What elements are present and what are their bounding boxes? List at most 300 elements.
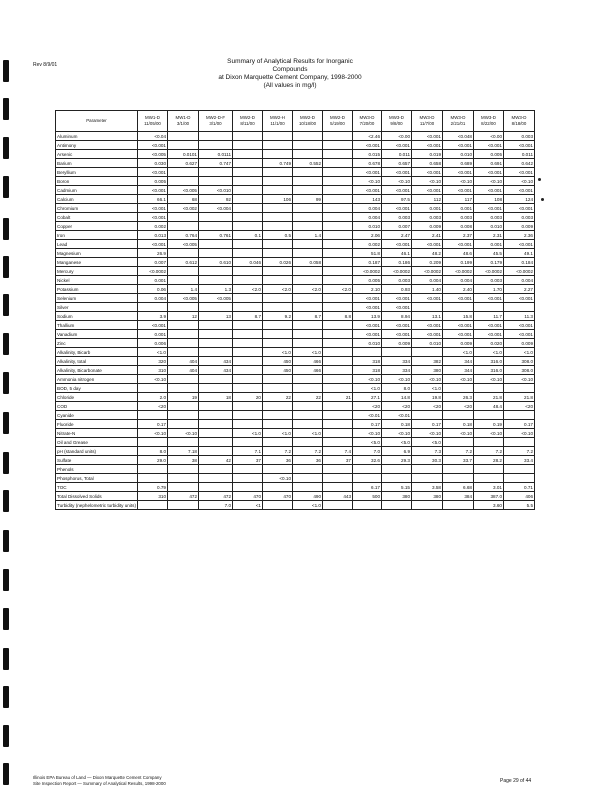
result-value-cell: 45.5: [474, 249, 504, 258]
punch-hole-mark: [3, 452, 9, 474]
result-value-cell: 308.0: [504, 357, 535, 366]
result-value-cell: 26.3: [443, 393, 474, 402]
result-value-cell: 0.004: [443, 276, 474, 285]
result-value-cell: 2.47: [382, 231, 412, 240]
table-row: [56, 285, 535, 294]
result-value-cell: [233, 420, 263, 429]
result-value-cell: [233, 294, 263, 303]
result-value-cell: <0.10: [504, 429, 535, 438]
result-value-cell: <20: [138, 402, 168, 411]
result-value-cell: 3.9: [138, 312, 168, 321]
result-value-cell: 0.610: [199, 258, 233, 267]
result-value-cell: <0.001: [474, 204, 504, 213]
result-value-cell: [233, 402, 263, 411]
result-value-cell: <0.001: [353, 303, 382, 312]
result-value-cell: [263, 276, 293, 285]
result-value-cell: <0.001: [474, 321, 504, 330]
result-value-cell: 2.06: [353, 231, 382, 240]
result-value-cell: 0.691: [474, 159, 504, 168]
table-row: [56, 258, 535, 267]
result-value-cell: 22: [293, 393, 323, 402]
result-value-cell: [293, 213, 323, 222]
result-value-cell: [199, 330, 233, 339]
result-value-cell: [293, 150, 323, 159]
result-value-cell: [233, 186, 263, 195]
result-value-cell: 51.8: [353, 249, 382, 258]
result-value-cell: [443, 465, 474, 474]
result-value-cell: [233, 195, 263, 204]
result-value-cell: [412, 501, 443, 510]
column-header-sample: MW2-D 10/18/00: [293, 111, 323, 132]
parameter-name-cell: Lead: [56, 240, 138, 249]
result-value-cell: [199, 438, 233, 447]
result-value-cell: 3.58: [412, 483, 443, 492]
result-value-cell: 0.1: [233, 231, 263, 240]
result-value-cell: 6.17: [353, 483, 382, 492]
parameter-name-cell: TOC: [56, 483, 138, 492]
result-value-cell: 0.010: [412, 339, 443, 348]
results-table: [55, 110, 535, 510]
result-value-cell: [293, 303, 323, 312]
result-value-cell: 2.10: [353, 285, 382, 294]
parameter-name-cell: Oil and Grease: [56, 438, 138, 447]
result-value-cell: 2.37: [443, 231, 474, 240]
result-value-cell: 5.5: [504, 501, 535, 510]
result-value-cell: 22: [263, 393, 293, 402]
result-value-cell: <0.01: [353, 411, 382, 420]
result-value-cell: 66.1: [138, 195, 168, 204]
result-value-cell: <0.005: [138, 150, 168, 159]
table-row: [56, 240, 535, 249]
column-header-sample: MW2-D 8/11/00: [233, 111, 263, 132]
column-header-sample: MW3-D 2/21/01: [443, 111, 474, 132]
parameter-name-cell: Total Dissolved Solids: [56, 492, 138, 501]
result-value-cell: 48.4: [474, 402, 504, 411]
document-revision-id: Rev 8/9/01: [33, 62, 58, 68]
result-value-cell: 7.2: [504, 447, 535, 456]
result-value-cell: [323, 267, 353, 276]
punch-hole-mark: [3, 60, 9, 82]
result-value-cell: [168, 420, 199, 429]
result-value-cell: 0.004: [353, 204, 382, 213]
result-value-cell: 0.747: [199, 159, 233, 168]
parameter-name-cell: Copper: [56, 222, 138, 231]
result-value-cell: 0.06: [138, 285, 168, 294]
result-value-cell: [323, 294, 353, 303]
result-value-cell: 21.8: [504, 393, 535, 402]
result-value-cell: [382, 501, 412, 510]
result-value-cell: [293, 411, 323, 420]
result-value-cell: 0.749: [263, 159, 293, 168]
result-value-cell: <2.0: [293, 285, 323, 294]
result-value-cell: [412, 465, 443, 474]
result-value-cell: 450: [263, 366, 293, 375]
table-row: [56, 420, 535, 429]
table-row: [56, 168, 535, 177]
result-value-cell: 0.020: [474, 339, 504, 348]
punch-hole-mark: [3, 218, 9, 240]
result-value-cell: 0.011: [504, 150, 535, 159]
page-number: Page 29 of 44: [500, 778, 532, 784]
result-value-cell: 0.004: [138, 294, 168, 303]
result-value-cell: 8.94: [382, 312, 412, 321]
result-value-cell: <1.0: [293, 429, 323, 438]
result-value-cell: 1.4: [293, 231, 323, 240]
punch-hole-mark: [3, 294, 9, 316]
result-value-cell: [168, 168, 199, 177]
result-value-cell: 0.184: [504, 258, 535, 267]
punch-hole-mark: [3, 372, 9, 394]
result-value-cell: <20: [412, 402, 443, 411]
result-value-cell: [353, 501, 382, 510]
result-value-cell: [263, 132, 293, 141]
parameter-name-cell: Cobalt: [56, 213, 138, 222]
result-value-cell: [474, 465, 504, 474]
result-value-cell: <5.0: [412, 438, 443, 447]
result-value-cell: <0.10: [382, 177, 412, 186]
parameter-name-cell: Sulfate: [56, 456, 138, 465]
result-value-cell: [168, 375, 199, 384]
result-value-cell: 434: [199, 357, 233, 366]
result-value-cell: <0.002: [168, 204, 199, 213]
result-value-cell: 0.004: [353, 213, 382, 222]
result-value-cell: [263, 501, 293, 510]
result-value-cell: 1.3: [199, 285, 233, 294]
result-value-cell: [168, 132, 199, 141]
parameter-name-cell: Calcium: [56, 195, 138, 204]
result-value-cell: [323, 177, 353, 186]
result-value-cell: [474, 303, 504, 312]
result-value-cell: <0.10: [474, 375, 504, 384]
result-value-cell: 21.8: [474, 393, 504, 402]
result-value-cell: 0.17: [353, 420, 382, 429]
result-value-cell: 0.186: [382, 258, 412, 267]
result-value-cell: 0.003: [504, 132, 535, 141]
result-value-cell: 36: [263, 456, 293, 465]
result-value-cell: 0.007: [382, 222, 412, 231]
result-value-cell: [233, 267, 263, 276]
result-value-cell: <0.001: [504, 240, 535, 249]
result-value-cell: [199, 213, 233, 222]
result-value-cell: [263, 375, 293, 384]
result-value-cell: [382, 474, 412, 483]
result-value-cell: <20: [443, 402, 474, 411]
result-value-cell: <0.0002: [353, 267, 382, 276]
result-value-cell: [443, 474, 474, 483]
result-value-cell: <0.001: [353, 321, 382, 330]
column-header-sample: MW1-D 3/1/00: [168, 111, 199, 132]
result-value-cell: <0.001: [504, 330, 535, 339]
result-value-cell: <0.001: [474, 141, 504, 150]
table-header-row: [56, 111, 535, 132]
result-value-cell: 0.009: [504, 222, 535, 231]
result-value-cell: [323, 186, 353, 195]
result-value-cell: <0.001: [504, 294, 535, 303]
result-value-cell: [263, 213, 293, 222]
punch-hole-mark: [3, 256, 9, 278]
parameter-name-cell: Sodium: [56, 312, 138, 321]
result-value-cell: [199, 411, 233, 420]
parameter-name-cell: Phenols: [56, 465, 138, 474]
result-value-cell: <0.001: [382, 240, 412, 249]
scan-speck: [541, 198, 544, 201]
result-value-cell: 382: [412, 357, 443, 366]
parameter-name-cell: Cyanide: [56, 411, 138, 420]
result-value-cell: [233, 204, 263, 213]
result-value-cell: 0.009: [412, 222, 443, 231]
result-value-cell: [293, 141, 323, 150]
table-row: [56, 276, 535, 285]
result-value-cell: [474, 411, 504, 420]
result-value-cell: <2.0: [263, 285, 293, 294]
result-value-cell: 1.4: [168, 285, 199, 294]
result-value-cell: [168, 483, 199, 492]
footer-notes: [33, 775, 166, 787]
result-value-cell: [138, 411, 168, 420]
result-value-cell: <1.0: [504, 348, 535, 357]
result-value-cell: [233, 240, 263, 249]
parameter-name-cell: Barium: [56, 159, 138, 168]
result-value-cell: [323, 402, 353, 411]
title-line: Compounds: [272, 66, 308, 73]
result-value-cell: <1.0: [443, 348, 474, 357]
result-value-cell: [168, 177, 199, 186]
result-value-cell: 0.001: [138, 330, 168, 339]
result-value-cell: [412, 348, 443, 357]
result-value-cell: [168, 339, 199, 348]
result-value-cell: [263, 411, 293, 420]
result-value-cell: <0.10: [474, 429, 504, 438]
result-value-cell: [323, 438, 353, 447]
result-value-cell: [233, 375, 263, 384]
result-value-cell: [293, 204, 323, 213]
result-value-cell: <0.001: [412, 132, 443, 141]
result-value-cell: 0.005: [353, 276, 382, 285]
result-value-cell: <0.001: [412, 321, 443, 330]
result-value-cell: [323, 303, 353, 312]
result-value-cell: 406: [504, 492, 535, 501]
punch-hole-mark: [3, 569, 9, 591]
result-value-cell: 117: [443, 195, 474, 204]
result-value-cell: 0.19: [474, 420, 504, 429]
result-value-cell: [293, 420, 323, 429]
table-row: [56, 384, 535, 393]
result-value-cell: 99: [293, 195, 323, 204]
result-value-cell: [323, 276, 353, 285]
title-line: (All values in mg/l): [263, 82, 317, 89]
result-value-cell: <0.10: [412, 429, 443, 438]
result-value-cell: [168, 474, 199, 483]
result-value-cell: 8.7: [293, 312, 323, 321]
column-header-sample: MW3-D 8/22/00: [474, 111, 504, 132]
table-row: [56, 303, 535, 312]
result-value-cell: <0.001: [382, 294, 412, 303]
result-value-cell: 1.40: [412, 285, 443, 294]
result-value-cell: 2.27: [504, 285, 535, 294]
result-value-cell: <0.001: [443, 186, 474, 195]
result-value-cell: [263, 267, 293, 276]
result-value-cell: [199, 483, 233, 492]
result-value-cell: [199, 276, 233, 285]
table-row: [56, 474, 535, 483]
table-row: [56, 348, 535, 357]
table-row: [56, 465, 535, 474]
table-row: [56, 222, 535, 231]
result-value-cell: [138, 465, 168, 474]
result-value-cell: <2.0: [323, 285, 353, 294]
result-value-cell: 384: [443, 492, 474, 501]
result-value-cell: [323, 483, 353, 492]
column-header-sample: MW3-D 9/8/00: [382, 111, 412, 132]
punch-hole-mark: [3, 686, 9, 708]
result-value-cell: <0.10: [353, 177, 382, 186]
result-value-cell: 106: [263, 195, 293, 204]
result-value-cell: 0.642: [504, 159, 535, 168]
result-value-cell: 15.8: [443, 312, 474, 321]
parameter-name-cell: pH (standard units): [56, 447, 138, 456]
result-value-cell: 466: [293, 357, 323, 366]
result-value-cell: <0.001: [412, 240, 443, 249]
result-value-cell: <1.0: [474, 348, 504, 357]
result-value-cell: 310: [138, 492, 168, 501]
result-value-cell: [168, 213, 199, 222]
result-value-cell: [168, 465, 199, 474]
result-value-cell: 308.0: [504, 366, 535, 375]
result-value-cell: 49.1: [504, 249, 535, 258]
result-value-cell: [263, 222, 293, 231]
result-value-cell: [233, 177, 263, 186]
table-row: [56, 438, 535, 447]
result-value-cell: [263, 168, 293, 177]
parameter-name-cell: Chromium: [56, 204, 138, 213]
result-value-cell: <0.001: [353, 294, 382, 303]
result-value-cell: [233, 141, 263, 150]
result-value-cell: 7.2: [293, 447, 323, 456]
result-value-cell: 27.1: [353, 393, 382, 402]
table-row: [56, 231, 535, 240]
result-value-cell: <0.0002: [138, 267, 168, 276]
result-value-cell: 0.79: [138, 483, 168, 492]
result-value-cell: <0.001: [412, 330, 443, 339]
table-row: [56, 393, 535, 402]
table-row: [56, 366, 535, 375]
result-value-cell: 0.18: [382, 420, 412, 429]
result-value-cell: [293, 474, 323, 483]
result-value-cell: 0.003: [474, 213, 504, 222]
parameter-name-cell: Boron: [56, 177, 138, 186]
result-value-cell: 316.0: [474, 366, 504, 375]
result-value-cell: [199, 348, 233, 357]
result-value-cell: [138, 384, 168, 393]
parameter-name-cell: Iron: [56, 231, 138, 240]
result-value-cell: 2.41: [412, 231, 443, 240]
result-value-cell: <0.001: [138, 204, 168, 213]
result-value-cell: <0.005: [168, 294, 199, 303]
result-value-cell: 0.009: [382, 339, 412, 348]
parameter-name-cell: COD: [56, 402, 138, 411]
result-value-cell: 6.68: [443, 483, 474, 492]
result-value-cell: [233, 213, 263, 222]
result-value-cell: [443, 411, 474, 420]
result-value-cell: <0.001: [353, 330, 382, 339]
result-value-cell: [293, 384, 323, 393]
result-value-cell: 380: [412, 492, 443, 501]
result-value-cell: 0.001: [138, 276, 168, 285]
parameter-name-cell: Mercury: [56, 267, 138, 276]
result-value-cell: [412, 411, 443, 420]
footer-note-line: Site Inspection Report — Summary of Analytical Results, 1998-2000: [33, 781, 166, 786]
result-value-cell: 18: [199, 393, 233, 402]
result-value-cell: 0.612: [168, 258, 199, 267]
result-value-cell: [293, 465, 323, 474]
result-value-cell: [199, 465, 233, 474]
result-value-cell: 310: [138, 366, 168, 375]
result-value-cell: 19: [168, 393, 199, 402]
result-value-cell: 7.3: [412, 447, 443, 456]
result-value-cell: [168, 348, 199, 357]
result-value-cell: [199, 303, 233, 312]
title-line: at Dixon Marquette Cement Company, 1998-2000: [218, 74, 362, 81]
result-value-cell: <0.10: [138, 429, 168, 438]
result-value-cell: <0.001: [443, 168, 474, 177]
result-value-cell: [233, 330, 263, 339]
result-value-cell: 0.003: [504, 213, 535, 222]
result-value-cell: 124: [504, 195, 535, 204]
result-value-cell: <5.0: [382, 438, 412, 447]
result-value-cell: <0.10: [443, 177, 474, 186]
result-value-cell: 29.0: [138, 456, 168, 465]
result-value-cell: [168, 222, 199, 231]
result-value-cell: [199, 375, 233, 384]
punch-hole-mark: [3, 98, 9, 120]
parameter-name-cell: Aluminum: [56, 132, 138, 141]
result-value-cell: 0.627: [168, 159, 199, 168]
result-value-cell: 92: [199, 195, 233, 204]
table-row: [56, 411, 535, 420]
result-value-cell: [323, 375, 353, 384]
result-value-cell: <0.001: [412, 141, 443, 150]
result-value-cell: [199, 168, 233, 177]
result-value-cell: 0.001: [412, 204, 443, 213]
table-row: [56, 375, 535, 384]
result-value-cell: [474, 384, 504, 393]
result-value-cell: [199, 249, 233, 258]
result-value-cell: [263, 321, 293, 330]
result-value-cell: 0.003: [474, 276, 504, 285]
result-value-cell: <0.01: [382, 411, 412, 420]
result-value-cell: [199, 420, 233, 429]
table-row: [56, 213, 535, 222]
result-value-cell: [323, 159, 353, 168]
table-row: [56, 132, 535, 141]
result-value-cell: 7.2: [443, 447, 474, 456]
result-value-cell: [233, 357, 263, 366]
result-value-cell: 466: [293, 366, 323, 375]
punch-hole-mark: [3, 137, 9, 159]
result-value-cell: [168, 267, 199, 276]
result-value-cell: [504, 438, 535, 447]
parameter-name-cell: Chloride: [56, 393, 138, 402]
result-value-cell: [293, 276, 323, 285]
result-value-cell: <0.001: [138, 213, 168, 222]
result-value-cell: 0.552: [293, 159, 323, 168]
result-value-cell: [323, 258, 353, 267]
result-value-cell: <0.005: [168, 186, 199, 195]
result-value-cell: [199, 384, 233, 393]
result-value-cell: 13.9: [353, 312, 382, 321]
result-value-cell: 0.005: [474, 150, 504, 159]
result-value-cell: [199, 177, 233, 186]
